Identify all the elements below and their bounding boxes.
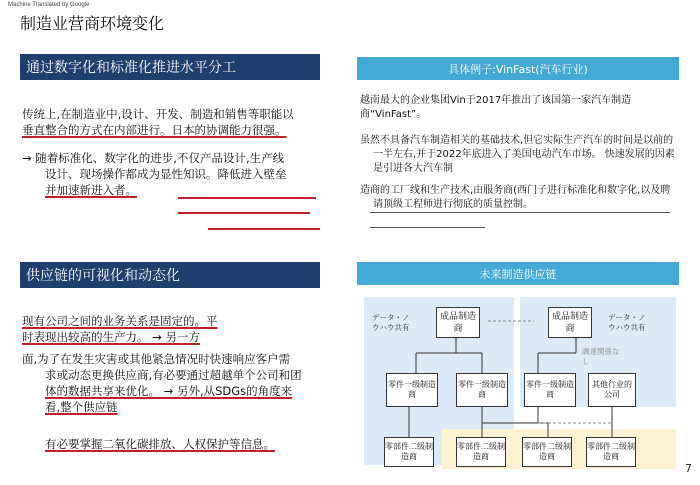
section2-heading: 供应链的可视化和动态化 [26,268,180,284]
section1-heading-bar [20,54,320,80]
section2-p2-line1: 面,为了在发生灾害或其他紧急情况时快速响应客户需 [22,352,291,366]
example-paragraph3: 造商的工厂线和生产技术,由服务商(西门子进行标准化和数字化,以及聘请顶级工程师进行彻底的质量控制。 [360,185,671,210]
section1-p2-line3: 并加速新进入者。 [45,183,137,197]
tier1-box: 零件一级制造商 [386,373,438,407]
section2-p3-line1: 有必要掌握二氧化碳排放、人权保护等信息。 [45,437,275,451]
tier2-box: 零部件二级制造商 [384,437,434,467]
section1-paragraph1 [22,106,332,138]
section2-p2-line4: 看,整个供应链 [45,400,118,414]
example-paragraph1: 越南最大的企业集团Vin于2017年推出了该国第一家汽车制造商“VinFast”。 [360,95,632,120]
tier2-box: 零部件二级制造商 [522,437,572,467]
underline-mark [370,227,485,228]
page-number: 7 [685,462,692,475]
section2-p2-line2: 求或动态更换供应商,有必要通过超越单个公司和团 [45,368,302,382]
red-mark-line [208,228,320,230]
page-title: 制造业营商环境变化 [20,14,165,33]
tier2-box: 零部件二级制造商 [456,437,506,467]
section1-heading: 通过数字化和标准化推进水平分工 [26,60,236,76]
other-industry-box: 其他行业的公司 [588,373,636,407]
section2-p1-line2 [22,329,342,345]
example-paragraph2: 虽然不具备汽车制造相关的基础技术,但它实际生产汽车的时间是以前的一半左右,并于2022年底进入了美国电动汽车市场。 快速发展的因素是引进各大汽车制 [360,135,675,174]
section1-p2-line1: → 随着标准化、数字化的进步,不仅产品设计,生产线 [22,151,285,165]
red-mark-line [178,197,316,199]
section2-paragraph2 [22,351,352,415]
underline-mark [370,212,670,213]
example-heading: 具体例子:VinFast(汽车行业) [448,62,588,76]
oem-box-right: 成品制造商 [548,307,592,338]
red-mark-line [178,212,310,214]
future-heading: 未来制造供应链 [479,267,557,281]
oem-box-left: 成品制造商 [436,307,480,338]
tier2-box: 零部件二级制造商 [586,437,636,467]
tier1-box: 零件一级制造商 [456,373,508,407]
machine-translation-note: Machine Translated by Google [8,2,90,8]
section2-p1-line2-text: 时表现出较高的生产力。 → 另一方 [22,330,200,344]
data-sharing-note-right: データ・ノウハウ共有 [608,313,646,332]
section2-p1-line1: 现有公司之间的业务关系是固定的。平 [22,314,218,328]
section1-p2-line2: 设计、现场操作都成为显性知识。降低进入壁垒 [45,167,287,181]
section1-p1-line1: 传统上,在制造业中,设计、开发、制造和销售等职能以 [22,107,294,121]
section2-heading-bar [20,262,320,288]
section2-p2-line3: 体的数据共享来优化。 → 另外,从SDGs的角度来 [45,384,293,398]
tier1-box: 零件一级制造商 [524,373,576,407]
future-heading-bar [357,262,679,285]
section1-paragraph2 [22,150,332,198]
section1-p1-line2: 垂直整合的方式在内部进行。日本的协调能力很强。 [22,123,287,137]
supply-chain-diagram [364,291,676,471]
section2-paragraph3 [45,436,365,452]
no-procurement-note: 調達関係なし [582,347,620,366]
example-heading-bar [357,57,679,80]
section2-paragraph1 [22,313,342,345]
data-sharing-note-left: データ・ノウハウ共有 [372,313,410,332]
